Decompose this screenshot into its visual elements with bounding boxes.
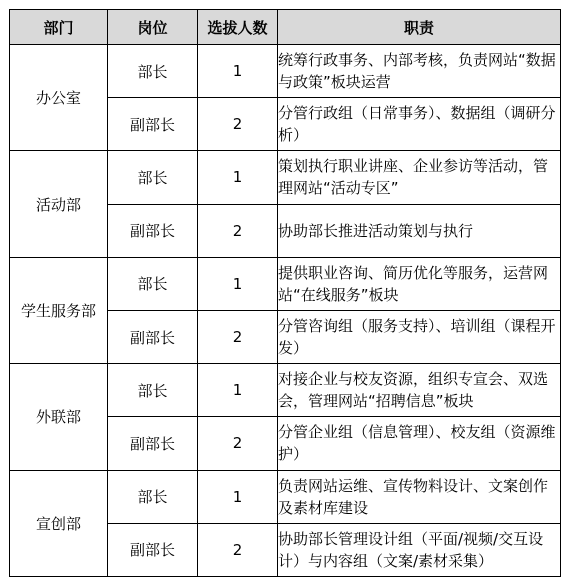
duty-cell: 分管咨询组（服务支持）、培训组（课程开发）	[278, 310, 561, 363]
table-row	[10, 364, 561, 417]
position-cell: 部长	[108, 45, 198, 98]
table-row	[10, 470, 561, 523]
duty-cell: 对接企业与校友资源，组织专宣会、双选会，管理网站“招聘信息”板块	[278, 364, 561, 417]
duty-cell: 分管行政组（日常事务）、数据组（调研分析）	[278, 98, 561, 151]
count-cell: 1	[198, 470, 278, 523]
duty-cell: 协助部长管理设计组（平面/视频/交互设计）与内容组（文案/素材采集）	[278, 523, 561, 576]
position-cell: 副部长	[108, 204, 198, 257]
duty-cell: 策划执行职业讲座、企业参访等活动，管理网站“活动专区”	[278, 151, 561, 204]
count-cell: 2	[198, 310, 278, 363]
position-cell: 部长	[108, 257, 198, 310]
duty-cell: 分管企业组（信息管理）、校友组（资源维护）	[278, 417, 561, 470]
table-row	[10, 257, 561, 310]
header-row	[10, 10, 561, 45]
department-name: 外联部	[10, 364, 108, 470]
position-cell: 副部长	[108, 98, 198, 151]
count-cell: 2	[198, 98, 278, 151]
department-name: 宣创部	[10, 470, 108, 577]
duty-cell: 协助部长推进活动策划与执行	[278, 204, 561, 257]
header-duty: 职责	[278, 10, 561, 45]
table-row	[10, 151, 561, 204]
department-name: 学生服务部	[10, 257, 108, 363]
position-cell: 部长	[108, 364, 198, 417]
count-cell: 2	[198, 204, 278, 257]
department-name: 活动部	[10, 151, 108, 257]
duty-cell: 提供职业咨询、简历优化等服务，运营网站“在线服务”板块	[278, 257, 561, 310]
count-cell: 1	[198, 45, 278, 98]
position-cell: 部长	[108, 151, 198, 204]
duty-cell: 统筹行政事务、内部考核，负责网站“数据与政策”板块运营	[278, 45, 561, 98]
department-name: 办公室	[10, 45, 108, 151]
count-cell: 1	[198, 257, 278, 310]
position-cell: 副部长	[108, 523, 198, 576]
count-cell: 2	[198, 417, 278, 470]
count-cell: 1	[198, 364, 278, 417]
header-position: 岗位	[108, 10, 198, 45]
position-cell: 副部长	[108, 417, 198, 470]
header-count: 选拔人数	[198, 10, 278, 45]
table-row	[10, 45, 561, 98]
recruitment-table	[9, 9, 561, 577]
position-cell: 部长	[108, 470, 198, 523]
count-cell: 1	[198, 151, 278, 204]
count-cell: 2	[198, 523, 278, 576]
header-department: 部门	[10, 10, 108, 45]
position-cell: 副部长	[108, 310, 198, 363]
duty-cell: 负责网站运维、宣传物料设计、文案创作及素材库建设	[278, 470, 561, 523]
